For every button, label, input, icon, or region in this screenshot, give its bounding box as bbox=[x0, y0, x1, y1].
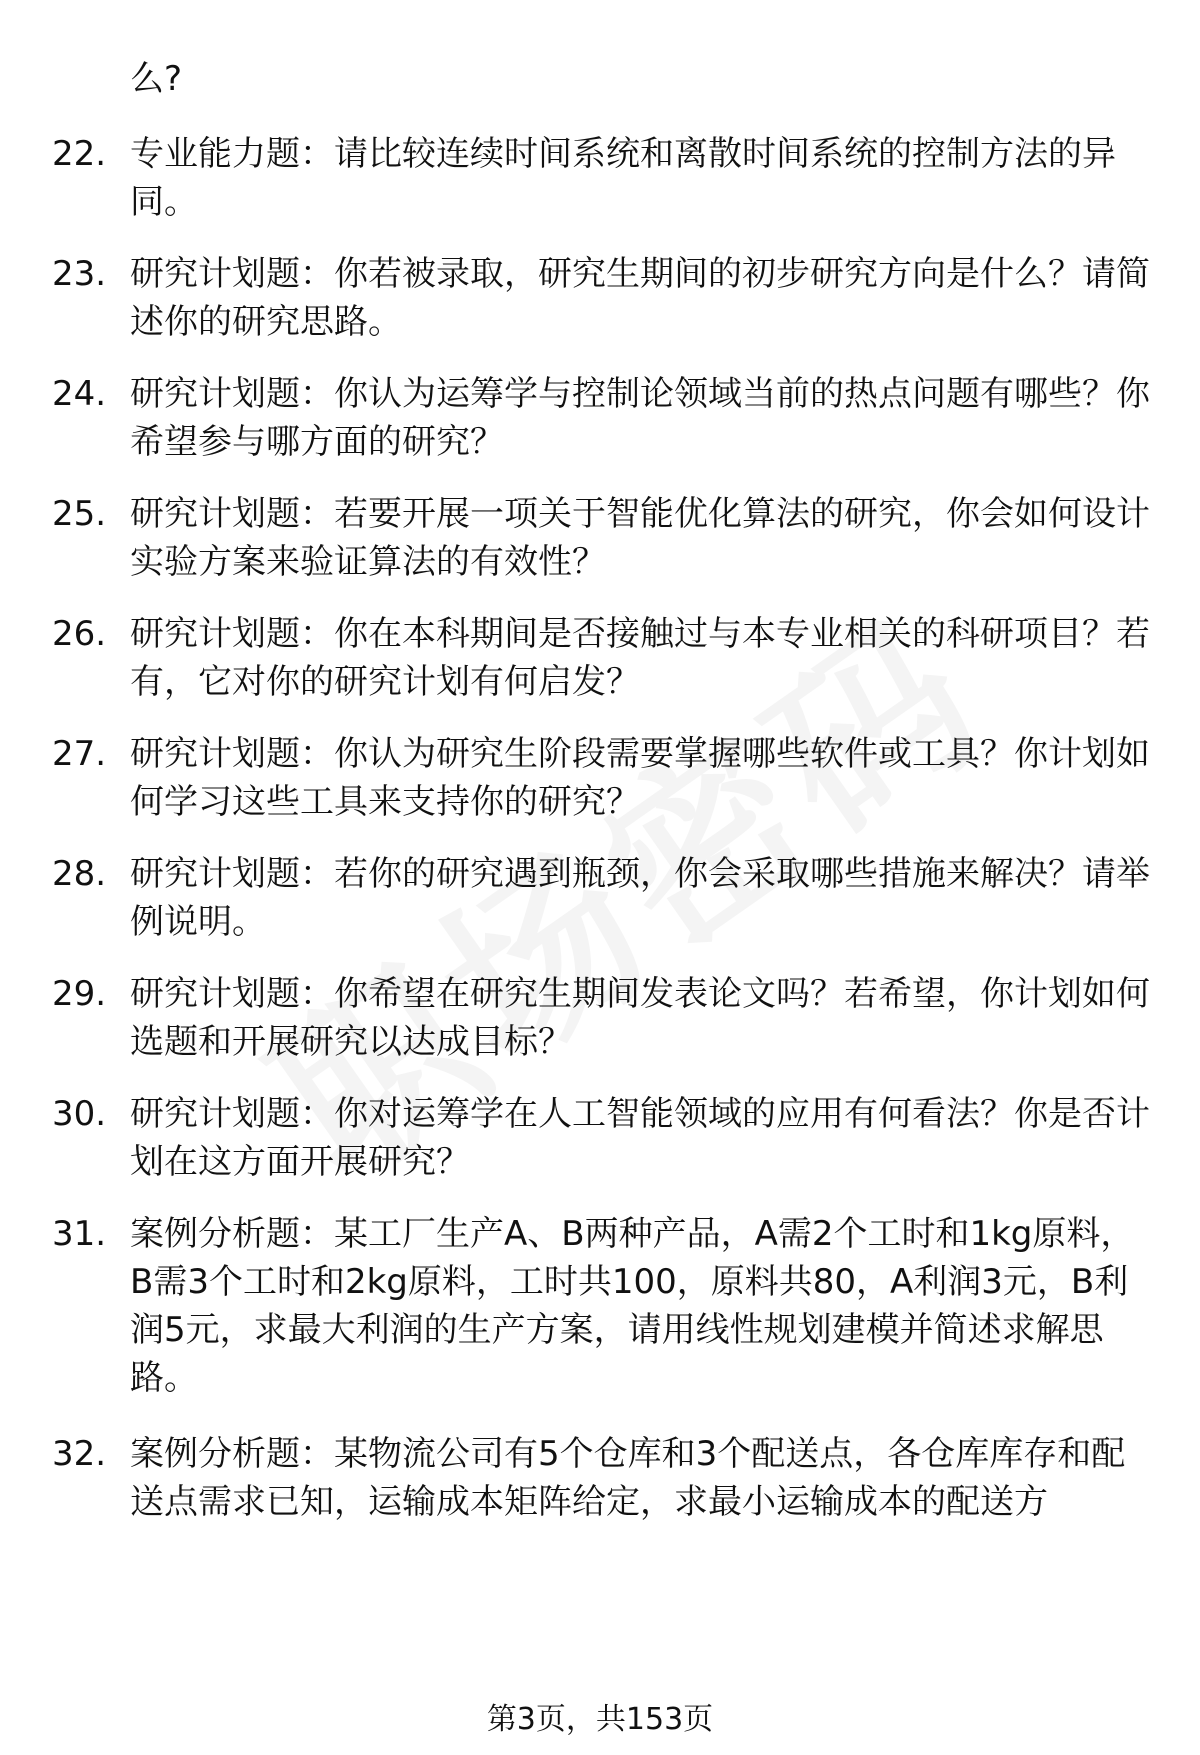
item-number: 27. bbox=[52, 734, 107, 774]
item-text: 案例分析题：某物流公司有5个仓库和3个配送点，各仓库库存和配送点需求已知，运输成本矩阵给定，求最小运输成本的配送方 bbox=[130, 1434, 1126, 1522]
item-text: 研究计划题：你认为研究生阶段需要掌握哪些软件或工具？你计划如何学习这些工具来支持你的研究？ bbox=[130, 734, 1150, 822]
item-number: 26. bbox=[52, 614, 107, 654]
item-number: 25. bbox=[52, 494, 107, 534]
item-text: 研究计划题：你在本科期间是否接触过与本专业相关的科研项目？若有，它对你的研究计划有何启发？ bbox=[130, 614, 1150, 702]
item-text: 研究计划题：你希望在研究生期间发表论文吗？若希望，你计划如何选题和开展研究以达成目标？ bbox=[130, 974, 1150, 1062]
item-number: 30. bbox=[52, 1094, 107, 1134]
item-number: 32. bbox=[52, 1434, 107, 1474]
item-number: 31. bbox=[52, 1214, 107, 1254]
page-footer: 第3页，共153页 bbox=[486, 1702, 714, 1737]
item-number: 24. bbox=[52, 374, 107, 414]
item-number: 23. bbox=[52, 254, 107, 294]
item-text: 研究计划题：你对运筹学在人工智能领域的应用有何看法？你是否计划在这方面开展研究？ bbox=[130, 1094, 1150, 1182]
item-text: 专业能力题：请比较连续时间系统和离散时间系统的控制方法的异同。 bbox=[130, 134, 1116, 222]
item-number: 22. bbox=[52, 134, 107, 174]
item-text: 研究计划题：若你的研究遇到瓶颈，你会采取哪些措施来解决？请举例说明。 bbox=[130, 854, 1150, 942]
item-text: 研究计划题：你若被录取，研究生期间的初步研究方向是什么？请简述你的研究思路。 bbox=[130, 254, 1150, 342]
continuation-text: 么? bbox=[130, 59, 183, 99]
item-text: 研究计划题：你认为运筹学与控制论领域当前的热点问题有哪些？你希望参与哪方面的研究？ bbox=[130, 374, 1150, 462]
item-number: 29. bbox=[52, 974, 107, 1014]
item-text: 研究计划题：若要开展一项关于智能优化算法的研究，你会如何设计实验方案来验证算法的有效性？ bbox=[130, 494, 1150, 582]
item-number: 28. bbox=[52, 854, 107, 894]
item-text: 案例分析题：某工厂生产A、B两种产品，A需2个工时和1kg原料，B需3个工时和2kg原料，工时共100，原料共80，A利润3元，B利润5元，求最大利润的生产方案，请用线性规划建模并简述求解思路。 bbox=[130, 1214, 1135, 1398]
